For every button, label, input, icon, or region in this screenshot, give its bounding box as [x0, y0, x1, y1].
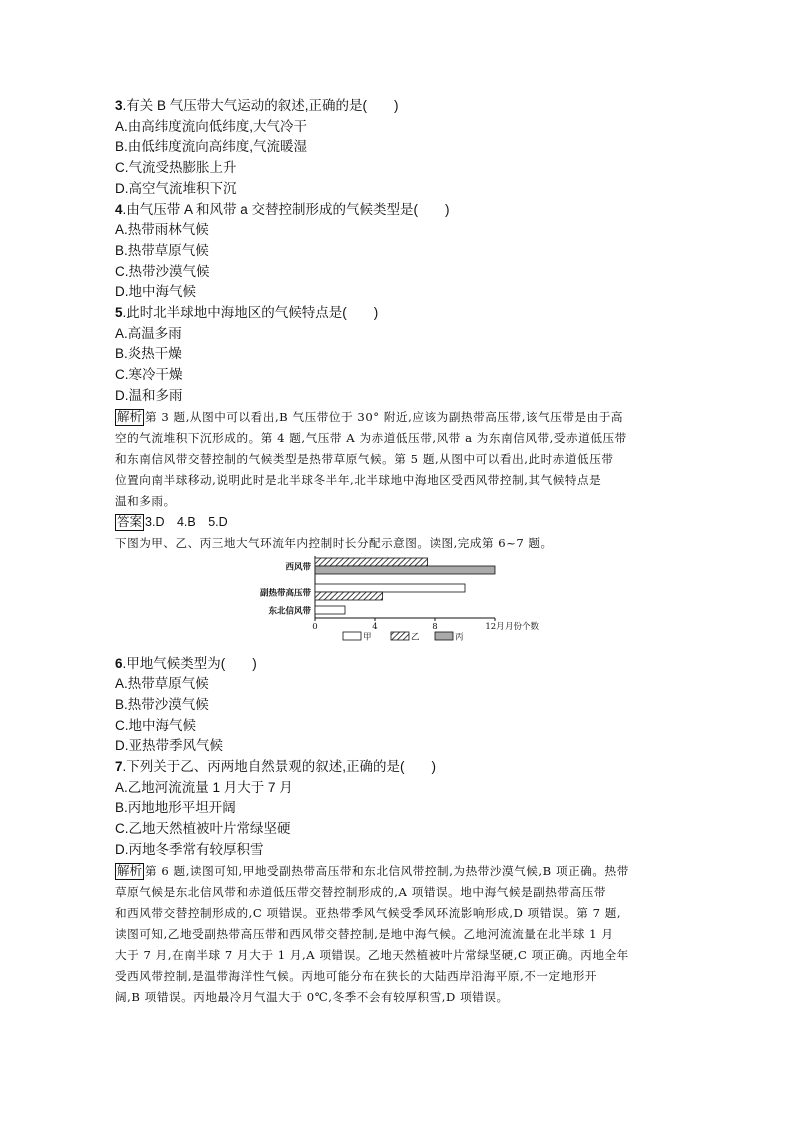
option-c: C.气流受热膨胀上升 — [115, 160, 237, 176]
legend-label: 乙 — [411, 632, 420, 643]
option-c: C.乙地天然植被叶片常绿坚硬 — [115, 821, 291, 837]
option-a: A.高温多雨 — [115, 325, 182, 341]
option-a: A.由高纬度流向低纬度,大气冷干 — [115, 118, 308, 134]
x-tick-label: 4 — [372, 621, 378, 632]
document-page — [115, 96, 685, 1008]
chart-intro: 下图为甲、乙、丙三地大气环流年内控制时长分配示意图。读图,完成第 6~7 题。 — [115, 535, 553, 550]
option-d: D.亚热带季风气候 — [115, 738, 223, 754]
answer-3-5 — [115, 512, 685, 533]
question-5 — [115, 303, 685, 407]
category-label: 副热带高压带 — [259, 588, 311, 599]
option-a: A.热带雨林气候 — [115, 222, 209, 238]
question-3 — [115, 96, 685, 200]
question-number: 3 — [115, 98, 123, 113]
option-d: D.高空气流堆积下沉 — [115, 180, 237, 196]
bar-乙 — [315, 558, 428, 566]
chart-svg — [115, 554, 685, 654]
legend-swatch-丙 — [435, 632, 453, 640]
explanation-line — [115, 861, 685, 882]
explanation-line: 大于 7 月,在南半球 7 月大于 1 月,A 项错误。乙地天然植被叶片常绿坚硬,C 项正确。丙地全年 — [115, 947, 629, 962]
explanation-line — [115, 407, 685, 428]
explanation-line: 草原气候是东北信风带和赤道低压带交替控制形成的,A 项错误。地中海气候是副热带高压带 — [115, 884, 607, 899]
question-text: .甲地气候类型为( ) — [122, 655, 257, 671]
option-d: D.丙地冬季常有较厚积雪 — [115, 841, 264, 857]
question-text: .此时北半球地中海地区的气候特点是( ) — [122, 305, 379, 321]
legend-swatch-乙 — [391, 632, 409, 640]
option-a: A.乙地河流流量 1 月大于 7 月 — [115, 779, 293, 795]
option-b: B.热带草原气候 — [115, 242, 209, 258]
question-4 — [115, 200, 685, 304]
explanation-text: 第 6 题,读图可知,甲地受副热带高压带和东北信风带控制,为热带沙漠气候,B 项正确。热带 — [145, 863, 629, 878]
question-number: 4 — [115, 201, 123, 217]
explanation-line: 受西风带控制,是温带海洋性气候。丙地可能分布在狭长的大陆西岸沿海平原,不一定地形开 — [115, 968, 598, 983]
explanation-tag: 解析 — [117, 409, 143, 424]
bar-丙 — [315, 566, 495, 574]
question-4-stem — [115, 200, 685, 221]
explanation-text: 第 3 题,从图中可以看出,B 气压带位于 30° 附近,应该为副热带高压带,该气压带是由于高 — [145, 409, 624, 424]
explanation-6-7 — [115, 861, 685, 1008]
bar-甲 — [315, 584, 465, 592]
explanation-line: 阔,B 项错误。丙地最冷月气温大于 0℃,冬季不会有较厚积雪,D 项错误。 — [115, 989, 509, 1004]
category-label: 西风带 — [285, 562, 311, 573]
option-b: B.炎热干燥 — [115, 346, 182, 362]
category-label: 东北信风带 — [268, 606, 311, 617]
question-number: 7 — [115, 759, 123, 775]
option-b: B.丙地地形平坦开阔 — [115, 800, 236, 816]
question-5-stem — [115, 303, 685, 324]
option-c: C.热带沙漠气候 — [115, 263, 210, 279]
option-d: D.地中海气候 — [115, 284, 196, 300]
chart-marks — [260, 556, 540, 643]
option-d: D.温和多雨 — [115, 387, 183, 403]
legend-label: 甲 — [363, 632, 372, 643]
x-tick-label: 12月 — [485, 621, 505, 632]
explanation-line: 读图可知,乙地受副热带高压带和西风带交替控制,是地中海气候。乙地河流流量在北半球 1 月 — [115, 926, 614, 941]
answer-tag: 答案 — [117, 514, 143, 529]
explanation-line: 和东南信风带交替控制的气候类型是热带草原气候。第 5 题,从图中可以看出,此时赤道低压带 — [115, 451, 614, 466]
legend-swatch-甲 — [343, 632, 361, 640]
question-3-stem — [115, 96, 685, 117]
option-c: C.寒冷干燥 — [115, 367, 183, 383]
x-axis-label: 月份个数 — [505, 621, 540, 632]
option-b: B.热带沙漠气候 — [115, 696, 209, 712]
answer-text: 3.D 4.B 5.D — [145, 514, 228, 529]
explanation-line: 位置向南半球移动,说明此时是北半球冬半年,北半球地中海地区受西风带控制,其气候特点是 — [115, 472, 602, 487]
question-7-stem — [115, 757, 685, 778]
explanation-line: 温和多雨。 — [115, 493, 176, 508]
option-c: C.地中海气候 — [115, 717, 196, 733]
x-tick-label: 8 — [432, 621, 438, 632]
option-b: B.由低纬度流向高纬度,气流暖湿 — [115, 139, 308, 155]
question-text: .下列关于乙、丙两地自然景观的叙述,正确的是( ) — [122, 759, 437, 775]
question-7 — [115, 757, 685, 861]
question-6-stem — [115, 654, 685, 675]
explanation-tag: 解析 — [117, 863, 143, 878]
legend-label: 丙 — [455, 632, 464, 643]
x-tick-label: 0 — [312, 621, 318, 632]
question-6 — [115, 654, 685, 758]
question-number: 5 — [115, 305, 123, 321]
question-text: .有关 B 气压带大气运动的叙述,正确的是( ) — [122, 98, 399, 113]
option-a: A.热带草原气候 — [115, 676, 209, 692]
climate-control-chart — [115, 554, 685, 654]
explanation-line: 空的气流堆积下沉形成的。第 4 题,气压带 A 为赤道低压带,风带 a 为东南信风带,受赤道低压带 — [115, 430, 627, 445]
bar-甲 — [315, 606, 345, 614]
explanation-3-5 — [115, 407, 685, 512]
bar-乙 — [315, 592, 383, 600]
question-text: .由气压带 A 和风带 a 交替控制形成的气候类型是( ) — [122, 201, 450, 217]
explanation-line: 和西风带交替控制形成的,C 项错误。亚热带季风气候受季风环流影响形成,D 项错误。第 7 题, — [115, 905, 622, 920]
question-number: 6 — [115, 655, 123, 671]
